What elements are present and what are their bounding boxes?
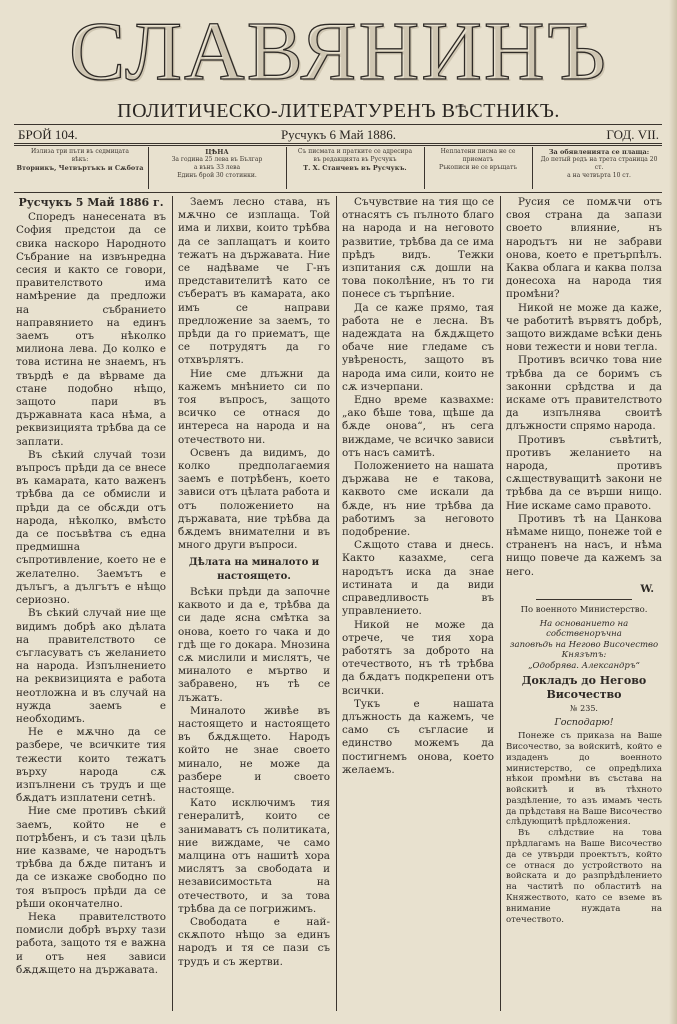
article-paragraph: Свободата е най-скѫпото нѣщо за единъ народъ и тя се пази съ трудъ и съ жертви. (178, 915, 330, 968)
article-paragraph: Всѣки прѣди да започне каквото и да е, трѣбва да си даде ясна смѣтка за онова, което го чака и до гдѣ ще го докара. Мнозина сѫ мислили и мислятъ, че миналото е мъртво и забравено, нъ тѣ се лъжатъ. (178, 585, 330, 704)
notice-price: ЦѢНА За година 25 лева въ Българ а вънъ 33 лева Единъ брой 30 стотинки. (171, 148, 263, 179)
year-number: ГОД. VII. (606, 127, 659, 142)
place-date: Русчукъ 6 Май 1886. (280, 127, 397, 142)
article-paragraph: Противъ всичко това ние трѣбва да се боримъ съ законни срѣдства и да искаме отъ правителството да изпълнява своитѣ длъжности спрямо народа. (506, 354, 662, 433)
article-paragraph: Сѫщото става и днесь. Както казахме, сега народътъ иска да знае истината и да види справедливость въ управлението. (342, 539, 494, 618)
article-signature: W. (640, 582, 654, 595)
article-paragraph: Никой не може да отрече, че тия хора работятъ за доброто на отечеството, нъ тѣ трѣбва да бѫдатъ подкрепени отъ всички. (342, 618, 494, 697)
column-1 (16, 196, 166, 1011)
article-paragraph: Никой не може да каже, че работитѣ вървятъ добрѣ, защото виждаме всѣки день нови тежести и нови тегла. (506, 301, 662, 354)
notice-letters: Неплатени писма не се приематъ Ръкописи не се връщатъ (438, 148, 518, 171)
article-paragraph: Освенъ да видимъ, до колко предполагаемия заемъ е потрѣбенъ, което зависи отъ цѣлата работа и отъ положението на държавата, ние трѣбва да бѫдемъ внимателни и въ много други въпроси. (178, 446, 330, 552)
article-paragraph: Едно време казвахме: „ако бѣше това, щѣше да бѫде онова“, нъ сега виждаме, че всичко зависи отъ насъ самитѣ. (342, 394, 494, 459)
decree-line: „Одобрява. Александръ“ (528, 661, 640, 672)
report-title: Докладъ до Негово Височество (521, 674, 647, 701)
page-edge-shadow (669, 0, 677, 1024)
article-paragraph: Въ сѣкий случай ние ще видимъ добрѣ ако дѣлата на правителството се съгласуватъ съ желанието на народа. Изпълнението на реквизицията е работа неотложна и въ случай на нужда заемъ е необходимъ. (16, 607, 166, 725)
notice-address: Съ писмата и пратките се адресира въ редакцията въ Русчукъ Т. Х. Станчевъ въ Русчукъ. (297, 148, 413, 172)
issue-rule (14, 143, 662, 146)
article-heading: Дѣлата на миналото и настоящето. (188, 557, 320, 582)
article-paragraph: Споредъ нанесената въ София предстои да се свика наскоро Народното Събрание на извънредна сесия и както се говори, правителството има намѣрение да предложи на събранието направянието на единъ заемъ отъ нѣколко милиона лева. До колко е това истина не знаемъ, нъ твърдѣ е да вѣрваме да стане подобно нѣщо, защото пари въ държавната каса нѣма, а реквизицията трѣбва да се заплати. (16, 211, 166, 448)
article-paragraph: Като исключимъ тия генералитѣ, които се занимаватъ съ политиката, ние виждаме, че само малцина отъ нашитѣ хора мислятъ за свободата и независимостьта на отечеството, и за това трѣбва да се погрижимъ. (178, 797, 330, 915)
article-paragraph: Да се каже прямо, тая работа не е лесна. Въ надеждата на бѫдѫщето обаче ние гледаме съ увѣреность, защото въ народа има сили, които не сѫ изчерпани. (342, 301, 494, 393)
article-paragraph: Съчувствие на тия що се отнасятъ съ пълното благо на народа и на неговото развитие, трѣбва да се има прѣдъ видъ. Тежки изпитания сѫ дошли на това поколѣние, нъ то ги понесе съ търпѣние. (342, 196, 494, 301)
report-paragraph: Въ слѣдствие на това прѣдлагамъ на Ваше Височество да се утвърди проектътъ, който се отнася до устройството на войската и до разпрѣдѣлението на частитѣ по областитѣ на Княжеството, като се вземе въ внимание нуждата на отечеството. (506, 828, 662, 925)
masthead-rule (14, 124, 662, 125)
section-divider (536, 599, 632, 600)
decree-line: заповѣдь на Негово Височество Князътъ: (509, 640, 659, 661)
article-paragraph: Ние сме длъжни да кажемъ мнѣнието си по тоя въпросъ, защото всичко се отнася до интереса на народа и на отечеството ни. (178, 367, 330, 446)
notice-ads: За обявленията се плаща: До петый редъ на трета страница 20 ст. а на четвърта 10 ст. (540, 148, 658, 179)
masthead-title: СЛАВЯНИНЪ (69, 5, 608, 98)
column-4 (506, 196, 662, 1011)
article-paragraph: Въ сѣкий случай този въпросъ прѣди да се внесе въ камарата, като важенъ трѣбва да се обмисли и прѣди да се обсѫди отъ народа, нѣколко, вмѣсто да се посъвѣтва съ една предмишна съпротивление, което не е желателно. Заемътъ е дълъгъ, а дългътъ е нѣщо сериозно. (16, 448, 166, 607)
issue-number: БРОЙ 104. (18, 127, 78, 142)
column-3 (342, 196, 494, 1011)
article-paragraph: Не е мѫчно да се разбере, че всичките тия тежести които тежатъ върху народа сѫ изпълнени съ трудъ и ще бѫдатъ изплатени сетнѣ. (16, 726, 166, 805)
article-paragraph: Положението на нашата държава не е такова, каквото сме искали да бѫде, нъ ние трѣбва да работимъ за неговото подобрение. (342, 460, 494, 539)
notices-rule (14, 192, 662, 193)
report-number: № 235. (570, 703, 598, 713)
article-paragraph: Ние сме противъ сѣкий заемъ, който не е потрѣбенъ, и съ тази цѣль ние казваме, че народътъ трѣбва да бѫде питанъ и да се изкаже свободно по тоя въпросъ прѣди да се рѣши окончателно. (16, 805, 166, 910)
article-paragraph: Противъ тѣ на Цанкова нѣмаме нищо, понеже той е страненъ на насъ, и нѣма нищо повече да кажемъ за него. (506, 512, 662, 578)
masthead-subtitle: ПОЛИТИЧЕСКО-ЛИТЕРАТУРЕНЪ ВѢСТНИКЪ. (117, 100, 560, 122)
article-paragraph: Русия се помѫчи отъ своя страна да запази своето влияние, нъ народътъ ни не забрави онова, което е претърпѣлъ. Каква облага и каква полза донесоха на народа тия промѣни? (506, 196, 662, 301)
column-divider (336, 196, 337, 1011)
column-divider (500, 196, 501, 1011)
article-paragraph: Нека правителството помисли добрѣ върху тази работа, защото тя е важна и отъ нея зависи бѫдѫщето на държавата. (16, 910, 166, 976)
decree-line: На основанието на собственоръчна (539, 619, 629, 640)
column-divider (172, 196, 173, 1011)
article-paragraph: Тукъ е нашата длъжность да кажемъ, че само съ съгласие и единство можемъ да постигнемъ онова, което желаемъ. (342, 697, 494, 776)
article-paragraph: Противъ съвѣтитѣ, противъ желанието на народа, противъ сѫществуващитѣ закони не трѣбва да се върши нищо. Ние искаме само правото. (506, 433, 662, 512)
report-paragraph: Понеже съ приказа на Ваше Височество, за войскитѣ, който е издаденъ до военното министерство, се опредѣлиха нѣкои промѣни въ състава на войскитѣ и въ тѣхното раздѣление, то азъ имамъ честь да прѣдставя на Ваше Височество слѣдующитѣ прѣдложения. (506, 731, 662, 828)
section-title: По военното Министерство. (520, 605, 648, 616)
report-body (506, 731, 662, 925)
report-greeting: Господарю! (554, 716, 614, 728)
article-paragraph: Миналото живѣе въ настоящето и настоящето въ бѫдѫщето. Народъ който не знае своето минало, не може да разбере и своето настояще. (178, 704, 330, 796)
column-2 (178, 196, 330, 1011)
dateline: Русчукъ 5 Май 1886 г. (18, 196, 164, 209)
notice-schedule: Излиза три пъти въ седмицата вѣкъ: Вторникъ, Четвъртъкъ и Сѫбота (16, 148, 144, 172)
article-paragraph: Заемъ лесно става, нъ мѫчно се изплаща. Той има и лихви, които трѣбва да се заплащатъ и които тежатъ на държавата. Ние се надѣваме че Г-нъ представителитѣ като се събератъ въ камарата, ако имъ се направи предложение за заемъ, то прѣди да го приематъ, ще се потрудятъ да го отхвърлятъ. (178, 196, 330, 367)
